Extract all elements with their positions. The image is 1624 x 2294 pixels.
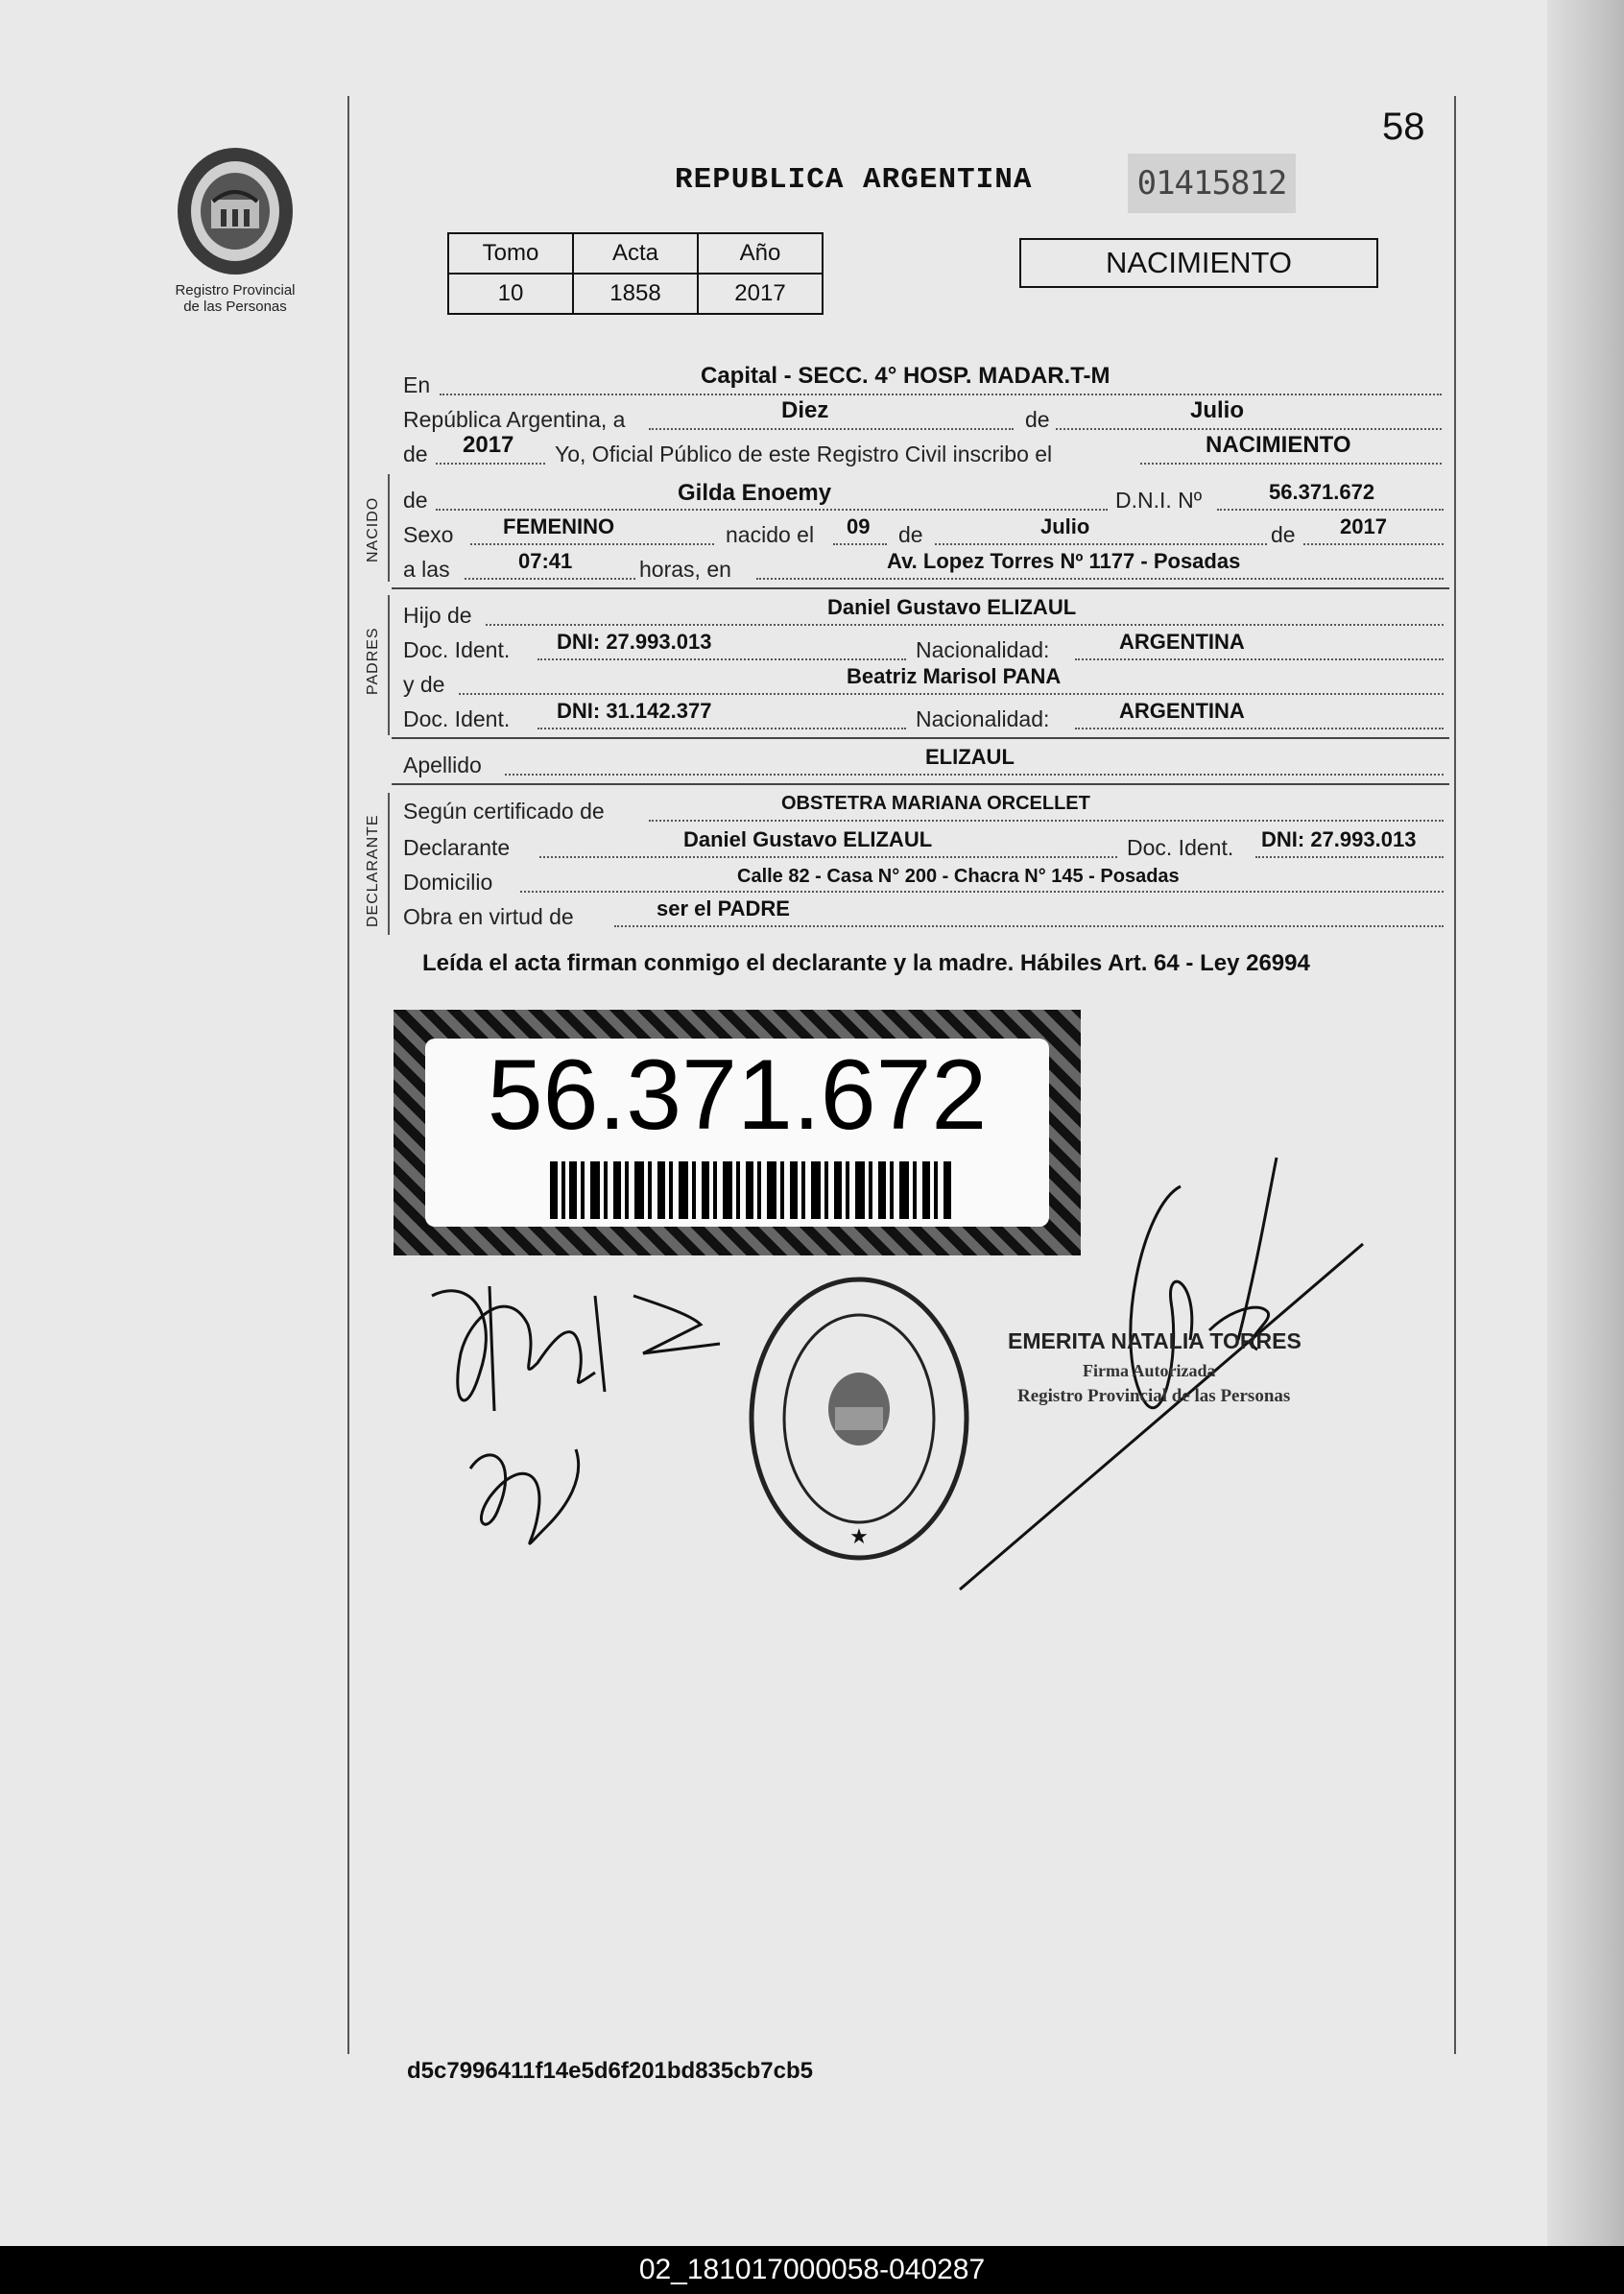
official-seal-icon [739,1265,979,1572]
de2-label: de [403,442,428,466]
sexo-value: FEMENINO [503,514,615,538]
dotted-line [649,820,1444,822]
section-divider [392,737,1449,739]
birth-day: 09 [847,514,871,538]
dotted-line [470,543,714,545]
dotted-line [459,693,1444,695]
birth-month: Julio [1040,514,1090,538]
obra-value: ser el PADRE [657,896,790,920]
declarante-signature [413,1257,739,1593]
dotted-line [1217,509,1444,511]
dni-label: D.N.I. Nº [1115,488,1203,513]
place-value: Capital - SECC. 4° HOSP. MADAR.T-M [701,363,1111,389]
child-name: Gilda Enoemy [678,480,832,506]
yde-label: y de [403,672,445,697]
nacido-label: nacido el [726,522,815,547]
mother-doc: DNI: 31.142.377 [557,699,712,723]
apellido-value: ELIZAUL [925,745,1015,769]
day-value: Diez [781,397,829,423]
dotted-line [465,578,635,580]
firma-role: Firma Autorizada [1083,1361,1216,1380]
section-divider [392,783,1449,785]
page-edge [1547,0,1624,2246]
serial-number: 01415812 [1128,154,1296,213]
right-margin-line [1454,96,1456,2054]
dotted-line [537,728,906,729]
birth-year: 2017 [1340,514,1387,538]
declarante-section-label: DECLARANTE [365,814,381,927]
registry-table [447,232,824,315]
dotted-line [436,463,545,465]
cert-label: Según certificado de [403,799,605,824]
dotted-line [1140,463,1442,465]
dotted-line [486,624,1444,626]
father-name: Daniel Gustavo ELIZAUL [827,595,1077,619]
page-number: 58 [1382,106,1425,148]
registry-value-row [448,274,823,314]
dotted-line [1303,543,1444,545]
nacionalidad-label: Nacionalidad: [916,637,1050,662]
logo-caption [154,282,317,315]
dotted-line [756,578,1444,580]
section-bar [388,474,390,582]
year-value: 2017 [463,432,514,458]
alas-label: a las [403,557,450,582]
dotted-line [440,394,1442,395]
document-hash: d5c7996411f14e5d6f201bd835cb7cb5 [407,2058,813,2084]
dotted-line [935,543,1267,545]
dotted-line [537,658,906,660]
footer-id: 02_181017000058-040287 [0,2246,1624,2294]
registry-header-row [448,233,823,274]
dotted-line [1255,856,1444,858]
firma-office: Registro Provincial de las Personas [1017,1386,1291,1406]
svg-text:★: ★ [849,1525,869,1549]
dotted-line [614,925,1444,927]
mother-nationality: ARGENTINA [1119,699,1245,723]
dotted-line [436,509,1108,511]
sexo-label: Sexo [403,522,454,547]
padres-section-label: PADRES [365,627,381,695]
father-doc: DNI: 27.993.013 [557,630,712,654]
domicilio-value: Calle 82 - Casa N° 200 - Chacra N° 145 - Posadas [737,866,1180,887]
declarante-label: Declarante [403,835,511,860]
mother-name: Beatriz Marisol PANA [847,664,1062,688]
registry-value-tomo: 10 [448,274,573,314]
section-divider [392,587,1449,589]
de-label: de [1025,407,1050,432]
dni-sticker-number: 56.371.672 [487,1039,988,1151]
act-type-box: NACIMIENTO [1019,238,1378,288]
horas-label: horas, en [639,557,731,582]
birth-time: 07:41 [518,549,573,573]
de-label: de [1271,522,1296,547]
dotted-line [520,891,1444,893]
apellido-label: Apellido [403,753,482,777]
nacido-section-label: NACIDO [365,496,381,562]
leida-text: Leída el acta firman conmigo el declarante y la madre. Hábiles Art. 64 - Ley 26994 [422,950,1310,976]
registry-value-acta: 1858 [573,274,698,314]
left-margin-line [347,96,349,2054]
firma-name: EMERITA NATALIA TORRES [1008,1328,1302,1353]
coat-of-arms-icon [173,144,298,278]
birth-place: Av. Lopez Torres Nº 1177 - Posadas [887,549,1241,573]
domicilio-label: Domicilio [403,870,493,895]
dotted-line [833,543,887,545]
republica-label: República Argentina, a [403,407,626,432]
inscribe-value: NACIMIENTO [1206,432,1351,458]
hijo-label: Hijo de [403,603,472,628]
de-label: de [898,522,923,547]
obra-label: Obra en virtud de [403,904,574,929]
registry-header-ano: Año [698,233,823,274]
doc-label: Doc. Ident. [403,706,511,731]
child-dni: 56.371.672 [1269,480,1375,504]
father-nationality: ARGENTINA [1119,630,1245,654]
nacionalidad-label: Nacionalidad: [916,706,1050,731]
dotted-line [539,856,1117,858]
doc-label: Doc. Ident. [1127,835,1234,860]
barcode-icon [550,1161,953,1219]
registry-header-tomo: Tomo [448,233,573,274]
logo-caption-line1: Registro Provincial [175,282,296,299]
oficial-text: Yo, Oficial Público de este Registro Civil inscribo el [555,442,1053,466]
declarante-doc: DNI: 27.993.013 [1261,827,1417,851]
section-bar [388,595,390,735]
logo-caption-line2: de las Personas [183,299,287,315]
dotted-line [505,774,1444,776]
section-bar [388,793,390,935]
cert-value: OBSTETRA MARIANA ORCELLET [781,793,1090,814]
dotted-line [1056,428,1442,430]
dotted-line [1075,658,1444,660]
en-label: En [403,372,431,397]
month-value: Julio [1190,397,1245,423]
dotted-line [1075,728,1444,729]
registry-value-ano: 2017 [698,274,823,314]
doc-label: Doc. Ident. [403,637,511,662]
registry-header-acta: Acta [573,233,698,274]
de-label: de [403,488,428,513]
declarante-value: Daniel Gustavo ELIZAUL [683,827,933,851]
dotted-line [649,428,1014,430]
registro-logo [154,144,317,315]
document-title: REPUBLICA ARGENTINA [675,163,1033,197]
